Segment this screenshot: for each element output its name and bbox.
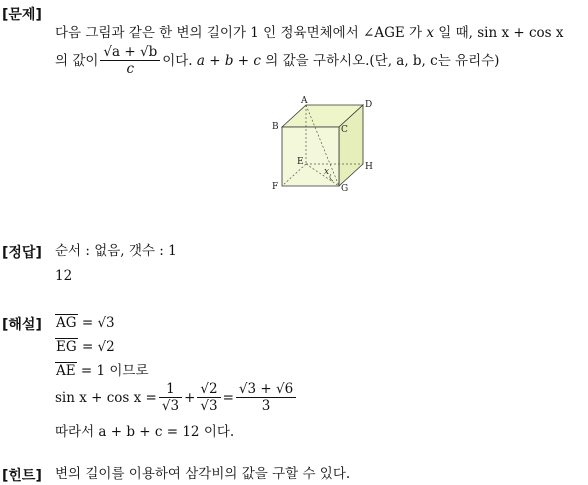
problem-fraction-denominator: c	[126, 61, 135, 77]
plus-sign: +	[184, 389, 196, 406]
vertex-label-d: D	[365, 100, 373, 110]
cube-figure	[262, 94, 382, 198]
answer-order-count: 순서 : 없음, 갯수 : 1	[55, 243, 177, 259]
vertex-label-f: F	[272, 182, 279, 192]
fraction-1	[159, 381, 182, 414]
vertex-label-b: B	[272, 122, 279, 132]
vertex-label-g: G	[341, 184, 349, 194]
problem-line1-var: x	[426, 25, 434, 41]
segment-eg: EG	[56, 339, 77, 355]
solution-label: [해설]	[2, 317, 42, 333]
hint-label: [힌트]	[2, 468, 42, 484]
problem-line2-prefix: 의 값이	[55, 52, 99, 69]
problem-fraction	[100, 44, 160, 77]
equals-sign: =	[222, 389, 234, 406]
solution-trig-equation	[55, 381, 298, 414]
cube-front-face	[282, 127, 339, 186]
answer-label: [정답]	[2, 245, 42, 261]
trig-lhs: sin x + cos x =	[55, 389, 157, 406]
segment-ag-value: = √3	[81, 315, 115, 331]
fraction-1-numerator: 1	[166, 381, 175, 397]
fraction-3-numerator: √3 + √6	[238, 381, 294, 397]
problem-line1-tail: 일 때,	[438, 25, 473, 41]
vertex-label-h: H	[365, 162, 373, 172]
problem-line2-tail: 의 값을 구하시오.(단, a, b, c는 유리수)	[265, 52, 500, 69]
fraction-3-denominator: 3	[261, 398, 271, 414]
fraction-2	[197, 381, 220, 414]
problem-line-2	[55, 44, 499, 77]
segment-ae-value: = 1 이므로	[80, 363, 149, 379]
problem-line2-expr: a + b + c	[196, 52, 261, 69]
fraction-3	[236, 381, 296, 414]
solution-ae	[55, 362, 149, 380]
fraction-2-denominator: √3	[200, 398, 218, 414]
segment-eg-value: = √2	[81, 339, 115, 355]
fraction-1-denominator: √3	[161, 398, 180, 414]
problem-line-1	[55, 24, 564, 42]
answer-value: 12	[55, 268, 73, 284]
angle-label: x	[324, 167, 330, 177]
segment-ag: AG	[56, 315, 77, 331]
segment-ae: AE	[56, 363, 76, 379]
vertex-label-c: C	[341, 125, 348, 135]
solution-conclusion: 따라서 a + b + c = 12 이다.	[55, 424, 235, 440]
vertex-label-a: A	[301, 96, 308, 106]
solution-eg	[55, 338, 115, 356]
problem-fraction-numerator: √a + √b	[103, 44, 158, 60]
hint-text: 변의 길이를 이용하여 삼각비의 값을 구할 수 있다.	[55, 466, 351, 482]
problem-line2-mid: 이다.	[162, 52, 193, 69]
problem-label: [문제]	[2, 7, 42, 23]
fraction-2-numerator: √2	[200, 381, 218, 397]
vertex-label-e: E	[297, 157, 304, 167]
problem-line1-text: 다음 그림과 같은 한 변의 길이가 1 인 정육면체에서 ∠AGE 가	[55, 25, 423, 41]
solution-ag	[55, 314, 115, 332]
problem-line1-expr: sin x + cos x	[477, 25, 564, 41]
